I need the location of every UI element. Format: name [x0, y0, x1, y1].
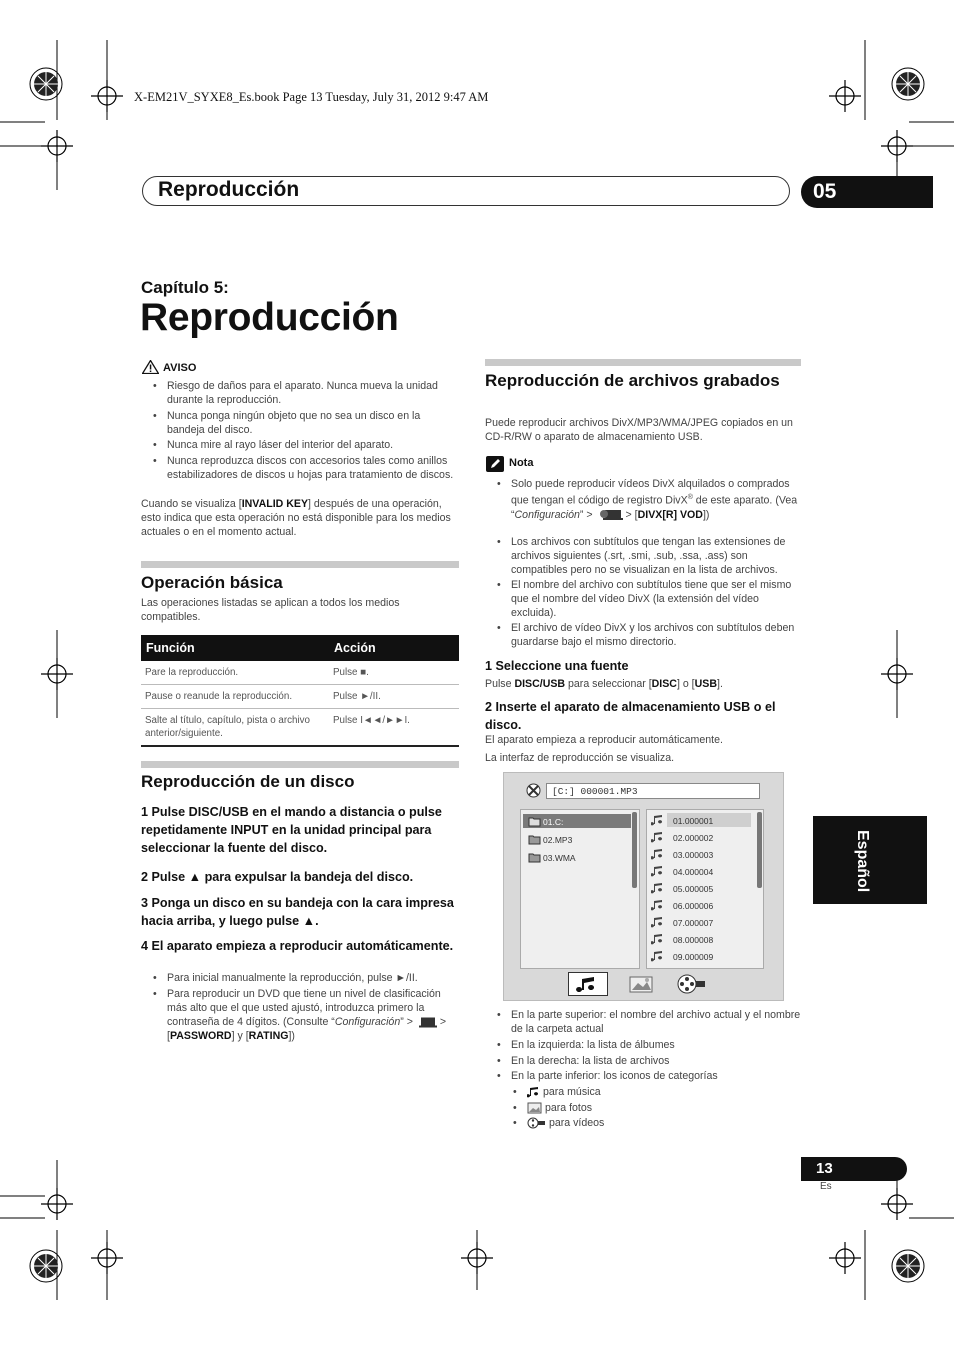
disc-step-2: 2 Pulse ▲ para expulsar la bandeja del disco.	[141, 870, 414, 884]
book-info-line: X-EM21V_SYXE8_Es.book Page 13 Tuesday, July 31, 2012 9:47 AM	[134, 90, 489, 104]
note-icon	[486, 456, 504, 472]
files-step-1: 1 Seleccione una fuente	[485, 659, 629, 673]
function-table	[141, 635, 459, 747]
files-step-2: 2 Inserte el aparato de almacenamiento USB o el disco.	[485, 700, 776, 732]
table-row	[141, 685, 459, 709]
nota-bullet-3: • El nombre del archivo con subtítulos tiene que ser el mismo que el nombre del vídeo DivX (la extensión del vídeo excluida).	[497, 579, 792, 619]
music-note-icon	[651, 950, 664, 962]
file-item[interactable]: 05.000005	[673, 884, 714, 894]
row-func: Pause o reanude la reproducción.	[141, 685, 329, 709]
open-folder-icon	[528, 815, 541, 827]
files-intro: Puede reproducir archivos DivX/MP3/WMA/JPEG copiados en un CD-R/RW o aparato de almacenamiento USB.	[485, 417, 793, 443]
basic-title: Operación básica	[141, 573, 283, 592]
album-item[interactable]: 03.WMA	[543, 853, 576, 863]
aviso-bullet-1: • Riesgo de daños para el aparato. Nunca mueva la unidad durante la reproducción.	[153, 380, 438, 406]
disc-bullet-1: • Para inicial manualmente la reproducción, pulse ►/II.	[153, 972, 418, 984]
folder-icon	[528, 833, 541, 845]
nota-bullet-4: • El archivo de vídeo DivX y los archivos con subtítulos deben guardarse bajo el mismo directorio.	[497, 622, 795, 648]
file-list	[646, 809, 764, 969]
aviso-bullet-4: • Nunca reproduzca discos con accesorios tales como anillos estabilizadores de discos u hojas para tratamiento de discos.	[153, 455, 454, 481]
disc-title: Reproducción de un disco	[141, 772, 355, 791]
music-note-icon	[527, 1086, 540, 1098]
setup-screen-icon	[419, 1017, 437, 1028]
film-reel-icon	[527, 1117, 546, 1129]
invalid-key-paragraph: Cuando se visualiza [INVALID KEY] después de una operación, esto indica que esta operación no está disponible para los medios actuales o en el momento actual.	[141, 498, 451, 538]
music-note-icon	[651, 848, 664, 860]
category-videos: • para vídeos	[513, 1117, 605, 1129]
album-list	[520, 809, 640, 969]
files-title: Reproducción de archivos grabados	[485, 371, 780, 390]
file-item[interactable]: 02.000002	[673, 833, 714, 843]
file-scrollbar[interactable]	[757, 812, 762, 888]
category-music: • para música	[513, 1086, 601, 1098]
folder-icon	[528, 851, 541, 863]
aviso-label: AVISO	[163, 362, 197, 374]
files-step-2-text-2: La interfaz de reproducción se visualiza.	[485, 752, 675, 764]
table-row	[141, 709, 459, 747]
section-bar-files	[485, 359, 801, 366]
music-note-icon	[651, 865, 664, 877]
file-item[interactable]: 01.000001	[673, 816, 714, 826]
warning-icon	[142, 360, 159, 374]
legend-bullet-1: • En la parte superior: el nombre del archivo actual y el nombre de la carpeta actual	[497, 1009, 801, 1035]
language-side-tab	[813, 816, 927, 904]
page-language: Es	[820, 1181, 832, 1192]
music-note-icon	[651, 916, 664, 928]
disc-icon	[526, 783, 541, 798]
music-note-icon	[651, 814, 664, 826]
playback-interface-screen	[503, 772, 784, 1001]
files-step-2-text-1: El aparato empieza a reproducir automáticamente.	[485, 734, 723, 746]
music-note-icon	[569, 973, 607, 995]
row-action: Pulse I◄◄/►►I.	[329, 709, 459, 747]
current-path: [C:] 000001.MP3	[546, 783, 760, 799]
chapter-title: Reproducción	[140, 296, 399, 339]
photo-icon	[527, 1102, 542, 1114]
col-action: Acción	[329, 635, 459, 661]
aviso-bullet-3: • Nunca mire al rayo láser del interior del aparato.	[153, 439, 394, 451]
col-function: Función	[141, 635, 329, 661]
photo-category-icon[interactable]	[628, 973, 656, 995]
setup-divx-icon	[599, 509, 623, 521]
row-func: Salte al título, capítulo, pista o archivo anterior/siguiente.	[141, 709, 329, 747]
page-number: 13	[801, 1157, 907, 1181]
basic-intro: Las operaciones listadas se aplican a todos los medios compatibles.	[141, 597, 400, 623]
album-scrollbar[interactable]	[632, 812, 637, 888]
disc-step-4: 4 El aparato empieza a reproducir automáticamente.	[141, 939, 454, 953]
file-item[interactable]: 07.000007	[673, 918, 714, 928]
section-bar-disc	[141, 761, 459, 768]
music-note-icon	[651, 933, 664, 945]
aviso-bullet-2: • Nunca ponga ningún objeto que no sea un disco en la bandeja del disco.	[153, 410, 421, 436]
files-step-1-text: Pulse DISC/USB para seleccionar [DISC] o [USB].	[485, 678, 723, 690]
category-photos: • para fotos	[513, 1102, 593, 1114]
nota-label: Nota	[509, 457, 534, 469]
row-action: Pulse ■.	[329, 661, 459, 685]
music-note-icon	[651, 831, 664, 843]
language-label: Español	[854, 830, 871, 893]
section-bar-basic	[141, 561, 459, 568]
chapter-number-tab: 05	[801, 176, 933, 208]
file-item[interactable]: 06.000006	[673, 901, 714, 911]
row-func: Pare la reproducción.	[141, 661, 329, 685]
music-category-button[interactable]	[568, 972, 608, 996]
row-action: Pulse ►/II.	[329, 685, 459, 709]
nota-bullet-2: • Los archivos con subtítulos que tengan las extensiones de archivos siguientes (.srt, .smi, .sub, .ssa, .ass) son compatibles pero no se visualizan en la lista de archivos.	[497, 536, 786, 576]
table-row	[141, 661, 459, 685]
disc-step-1: 1 Pulse DISC/USB en el mando a distancia o pulse repetidamente INPUT en la unidad principal para seleccionar la fuente del disco.	[141, 805, 442, 855]
file-item[interactable]: 04.000004	[673, 867, 714, 877]
disc-bullet-2: • Para reproducir un DVD que tiene un nivel de clasificación más alto que el que usted ajustó, introduzca primero la contraseña de 4 dígitos. (Consulte “Configuración” > > [PASSWORD] y [RATING])	[153, 988, 447, 1042]
legend-bullet-4: • En la parte inferior: los iconos de categorías	[497, 1070, 718, 1082]
legend-bullet-3: • En la derecha: la lista de archivos	[497, 1055, 670, 1067]
music-note-icon	[651, 899, 664, 911]
music-note-icon	[651, 882, 664, 894]
legend-bullet-2: • En la izquierda: la lista de álbumes	[497, 1039, 675, 1051]
chapter-label: Capítulo 5:	[141, 278, 229, 297]
disc-step-3: 3 Ponga un disco en su bandeja con la cara impresa hacia arriba, y luego pulse ▲.	[141, 896, 454, 928]
file-item[interactable]: 09.000009	[673, 952, 714, 962]
file-item[interactable]: 08.000008	[673, 935, 714, 945]
video-category-icon[interactable]	[676, 973, 708, 995]
album-item[interactable]: 01.C:	[543, 817, 564, 827]
file-item[interactable]: 03.000003	[673, 850, 714, 860]
album-item[interactable]: 02.MP3	[543, 835, 573, 845]
nota-bullet-1: • Solo puede reproducir vídeos DivX alquilados o comprados que tengan el código de registro DivX® de este aparato. (Vea “Configuración” > > [DIVX[R] VOD])	[497, 478, 798, 521]
header-title: Reproducción	[158, 178, 300, 201]
